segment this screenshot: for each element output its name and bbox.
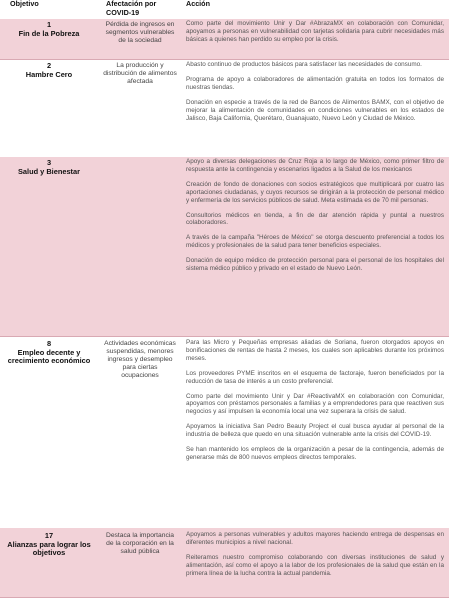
objective-cell: 3 Salud y Bienestar bbox=[17, 158, 81, 176]
action-cell bbox=[186, 158, 444, 280]
action-paragraph: Como parte del movimiento Unir y Dar #AbrazaMX en colaboración con Comunidar, apoyamos a personas en vulnerabilidad con tarjetas solidaria para cubrir necesidades más básicas a quienes han perdido su empleo por la crisis. bbox=[186, 20, 444, 43]
table-row bbox=[0, 337, 449, 528]
action-cell bbox=[186, 61, 444, 129]
action-cell bbox=[186, 20, 444, 51]
action-paragraph: Programa de apoyo a colaboradores de alimentación gratuita en todos los formatos de nuestras tiendas. bbox=[186, 75, 444, 91]
action-paragraph: Se han mantenido los empleos de la organización a pesar de la contingencia, además de generarse más de 800 nuevos empleos directos temporales. bbox=[186, 446, 444, 461]
table-row bbox=[0, 60, 449, 157]
objective-cell: 17 Alianzas para lograr los objetivos bbox=[7, 531, 91, 558]
table-header bbox=[0, 0, 449, 19]
action-paragraph: A través de la campaña "Héroes de México" se otorga descuento preferencial a todos los médicos y profesionales de la salud para tener beneficios especiales. bbox=[186, 234, 444, 250]
action-paragraph: Apoyamos a personas vulnerables y adultos mayores haciendo entrega de despensas en diferentes municipios a nivel nacional. bbox=[186, 531, 444, 546]
action-paragraph: Consultorios médicos en tienda, a fin de dar atención rápida y puntal a nuestros colaboradores. bbox=[186, 211, 444, 227]
action-paragraph: Abasto continuo de productos básicos para satisfacer las necesidades de consumo. bbox=[186, 61, 422, 68]
objective-cell: 1 Fin de la Pobreza bbox=[18, 20, 80, 38]
impact-cell: Destaca la importancia de la corporación en la salud pública bbox=[105, 532, 175, 555]
impact-cell: La producción y distribución de alimentos afectada bbox=[103, 62, 177, 85]
table-row bbox=[0, 157, 449, 337]
action-paragraph: Creación de fondo de donaciones con socios estratégicos que multiplicará por cuatro las aportaciones ciudadanas, y cuyos recursos se dirigirán a la protección de personal médico y enfermería de los servicios públicos de salud. Meta estimada es de 70 mil personas. bbox=[186, 180, 444, 204]
action-paragraph: Los proveedores PYME inscritos en el esquema de factoraje, fueron beneficiados por la reducción de tasa de interés a un costo preferencial. bbox=[186, 369, 444, 385]
impact-cell: Pérdida de ingresos en segmentos vulnerables de la sociedad bbox=[105, 21, 175, 44]
action-paragraph: Donación de equipo médico de protección personal para el personal de los hospitales del sistema médico público y privado en el estado de Nuevo León. bbox=[186, 257, 444, 273]
action-cell bbox=[186, 339, 444, 469]
action-paragraph: Para las Micro y Pequeñas empresas aliadas de Soriana, fueron otorgados apoyos en bonificaciones de rentas de hasta 2 meses, los cuales son aplicables durante los próximos meses. bbox=[186, 339, 444, 362]
header-objetivo: Objetivo bbox=[10, 0, 39, 8]
action-paragraph: Reiteramos nuestro compromiso colaborando con diversas instituciones de salud y alimentación, así como el apoyo a la labor de los profesionales de la salud que están en la primera línea de la lucha contra la actual pandemia. bbox=[186, 553, 444, 577]
impact-cell: Actividades económicas suspendidas, menores ingresos y desempleo para ciertas ocupaciones bbox=[104, 340, 176, 379]
action-cell bbox=[186, 531, 444, 585]
action-paragraph: Apoyamos la iniciativa San Pedro Beauty Project el cual busca ayudar al personal de la industria de belleza que quedo en una situación vulnerable ante la crisis del COVID-19. bbox=[186, 423, 444, 439]
action-paragraph: Donación en especie a través de la red de Bancos de Alimentos BAMX, con el objetivo de mejorar la alimentación de comunidades en condiciones vulnerables en los estados de Jalisco, Baja California, Querétaro, Guanajuato, Nuevo León y Ciudad de México. bbox=[186, 98, 444, 122]
table-row bbox=[0, 19, 449, 60]
header-accion: Acción bbox=[186, 0, 210, 8]
objective-cell: 8 Empleo decente y crecimiento económico bbox=[7, 339, 91, 366]
header-afectacion: Afectación por COVID-19 bbox=[106, 0, 157, 17]
objective-cell: 2 Hambre Cero bbox=[25, 61, 73, 79]
table-row bbox=[0, 528, 449, 598]
action-paragraph: Apoyo a diversas delegaciones de Cruz Roja a lo largo de México, como primer filtro de respuesta ante la contingencia y escenarios ligados a la Salud de los mexicanos bbox=[186, 158, 444, 173]
action-paragraph: Como parte del movimiento Unir y Dar #ReactivaMX en colaboración con Comunidar, apoyamos con préstamos personales a familias y a emprendedores para que reactiven sus negocios y así impulsen la economía local una vez superara la crisis de salud. bbox=[186, 392, 444, 416]
